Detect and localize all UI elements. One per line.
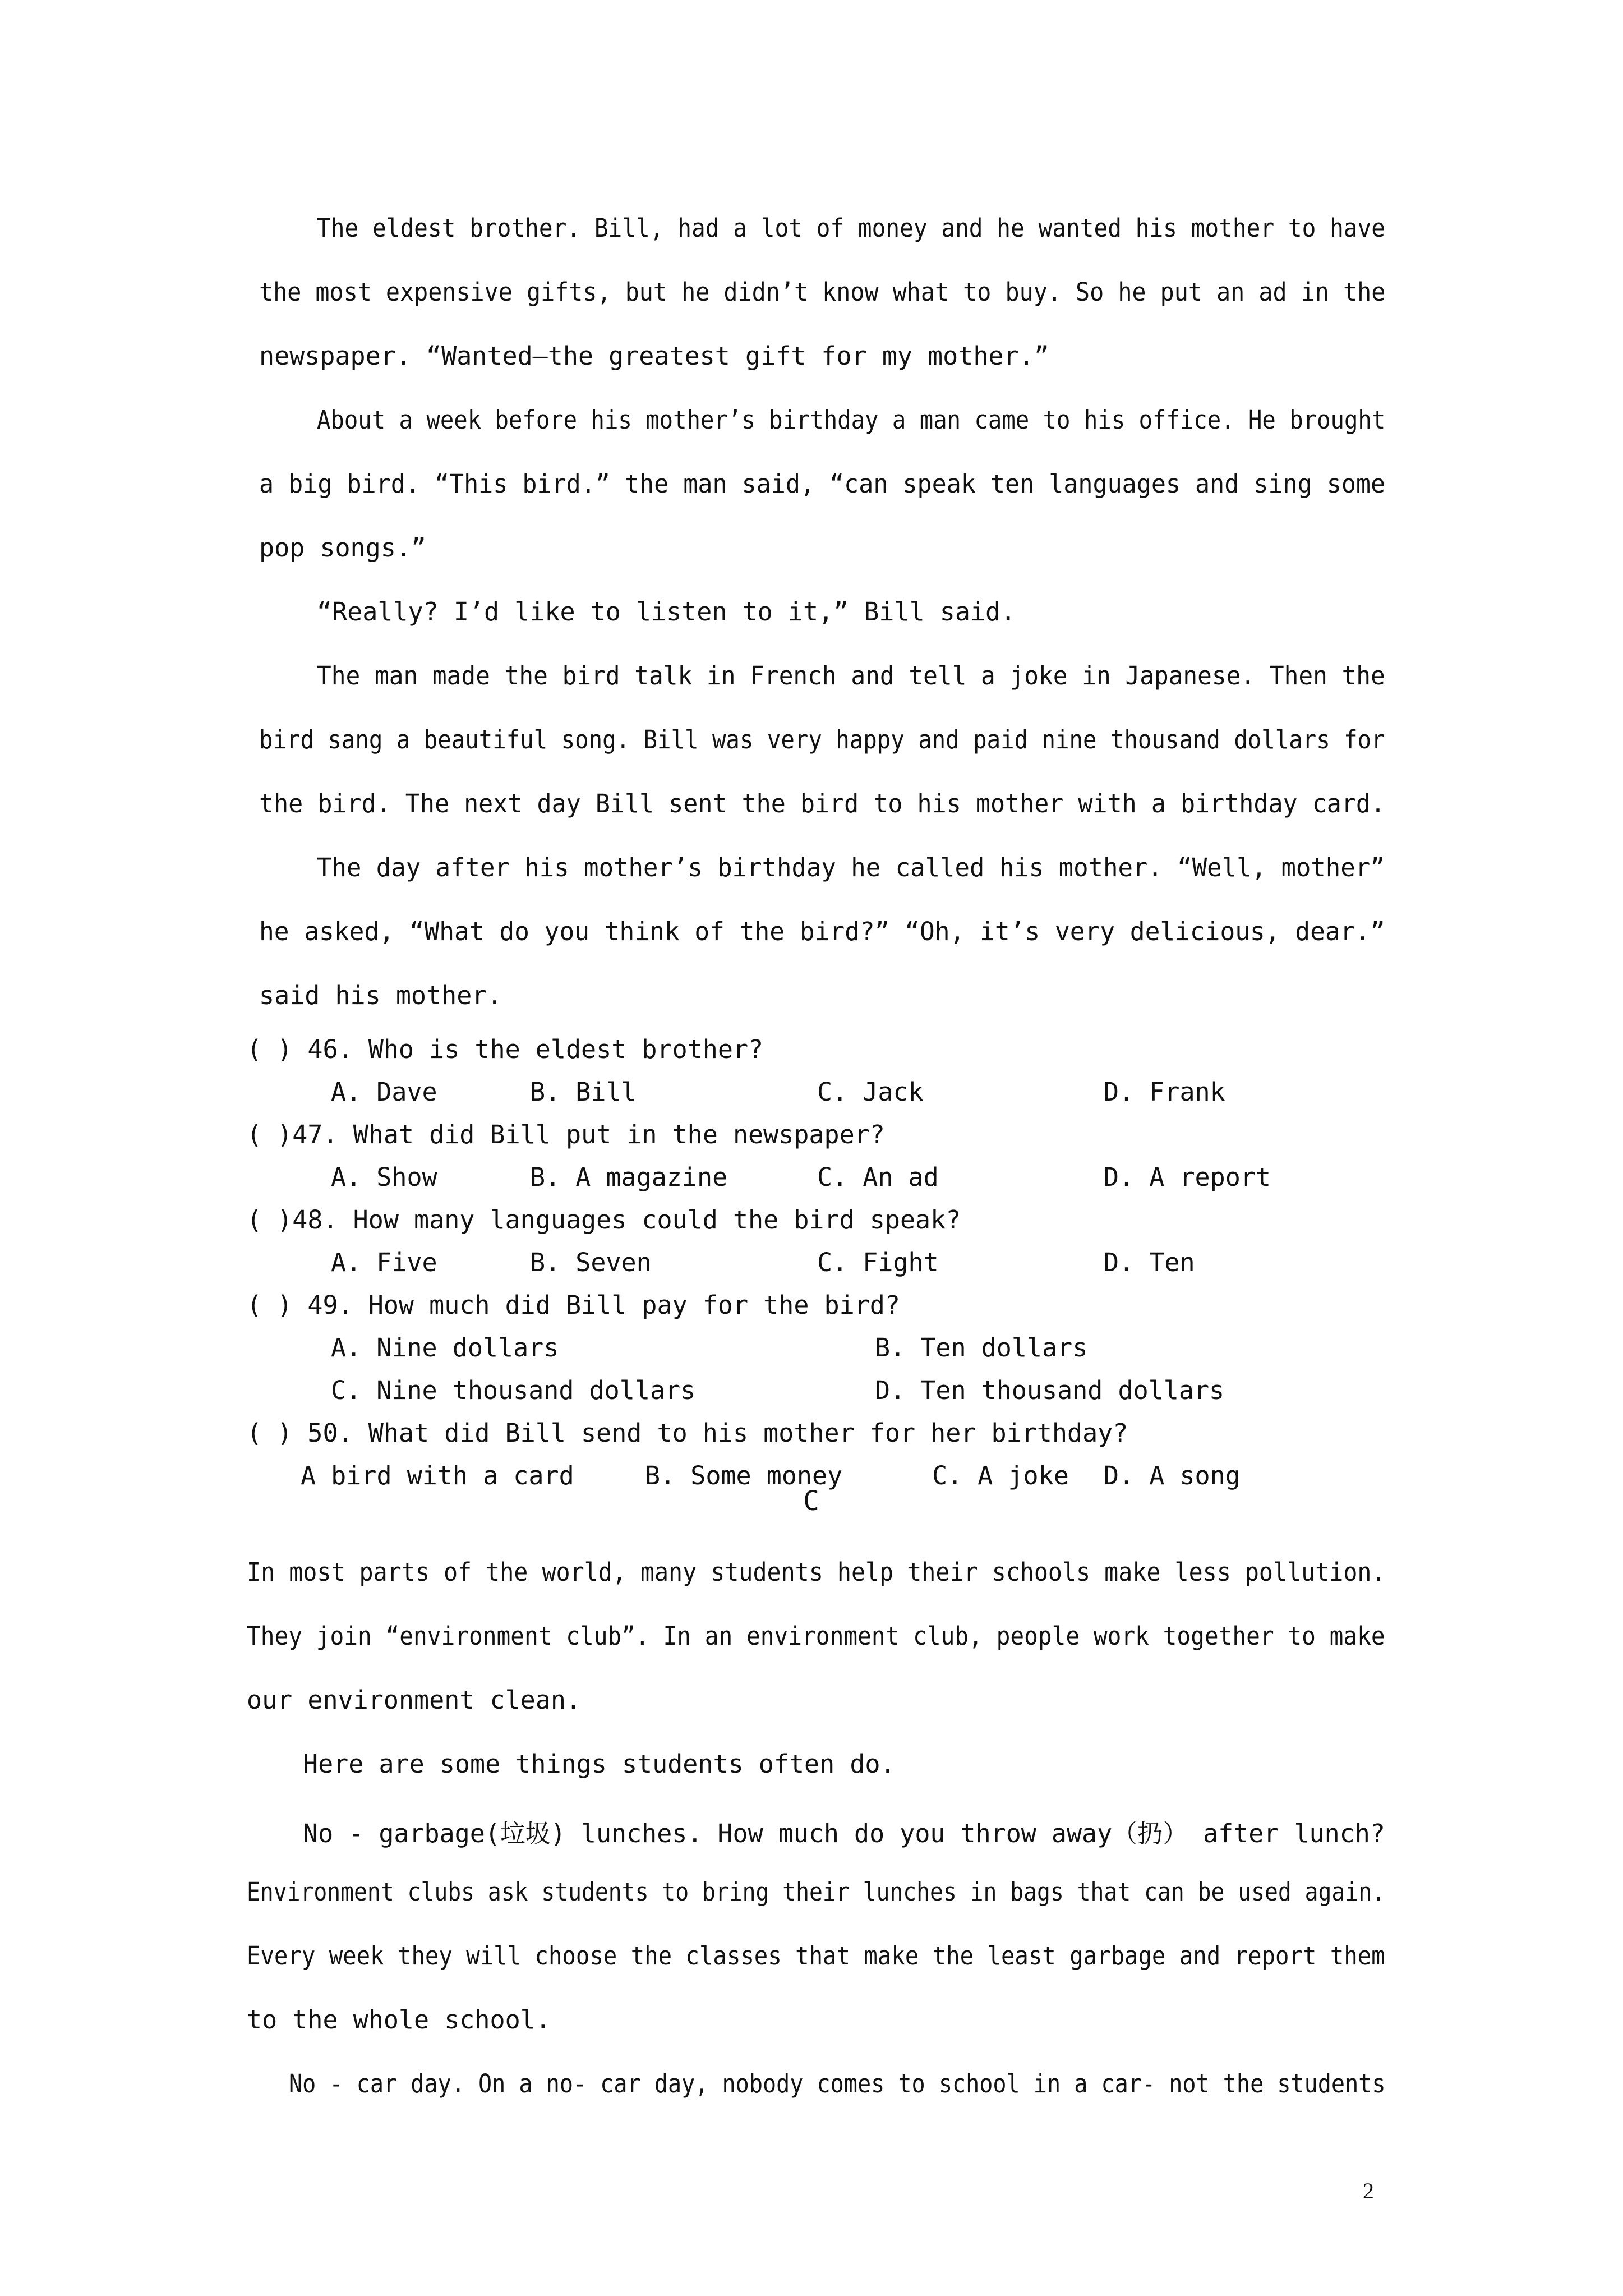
option: A. Nine dollars [331,1333,559,1363]
option: B. Some money [645,1461,843,1490]
option: C. Jack [817,1077,924,1107]
passage-c-line: No - garbage(垃圾) lunches. How much do you throw away（扔） after lunch? [303,1819,1385,1848]
option: A. Show [331,1162,437,1192]
option: B. A magazine [530,1162,728,1192]
option: B. Bill [530,1077,637,1107]
passage-c-line: No - car day. On a no- car day, nobody comes to school in a car- not the students [289,2069,1386,2099]
passage-c-line: our environment clean. [247,1685,582,1715]
passage-c-line: Environment clubs ask students to bring their lunches in bags that can be used again. [247,1877,1385,1907]
question-stem: ( ) 49. How much did Bill pay for the bird? [247,1290,900,1320]
passage-b-line: bird sang a beautiful song. Bill was very happy and paid nine thousand dollars for [259,725,1385,754]
passage-c-line: to the whole school. [247,2005,551,2035]
option: C. An ad [817,1162,939,1192]
option: D. Ten thousand dollars [875,1375,1225,1405]
option: D. A song [1104,1461,1241,1490]
page-number: 2 [1363,2178,1374,2203]
option: C. A joke [932,1461,1069,1490]
passage-b-line: he asked, “What do you think of the bird?” “Oh, it’s very delicious, dear.” [259,917,1385,946]
section-heading: C [803,1485,819,1517]
passage-b-line: said his mother. [259,981,502,1010]
passage-c-line: They join “environment club”. In an environment club, people work together to make [247,1621,1385,1651]
passage-c-line: In most parts of the world, many students help their schools make less pollution. [247,1557,1386,1587]
passage-b-line: a big bird. “This bird.” the man said, “can speak ten languages and sing some [259,469,1386,499]
question-stem: ( )48. How many languages could the bird speak? [247,1205,961,1235]
passage-b-line: The eldest brother. Bill, had a lot of money and he wanted his mother to have [317,213,1386,243]
question-stem: ( )47. What did Bill put in the newspaper? [247,1120,885,1149]
passage-b-line: About a week before his mother’s birthday a man came to his office. He brought [317,405,1386,435]
option: A. Five [331,1248,437,1277]
passage-c-line: Every week they will choose the classes that make the least garbage and report them [247,1941,1385,1971]
question-stem: ( ) 50. What did Bill send to his mother for her birthday? [247,1418,1128,1448]
option: D. Ten [1104,1248,1195,1277]
option: D. A report [1104,1162,1271,1192]
question-stem: ( ) 46. Who is the eldest brother? [247,1034,764,1064]
passage-b-line: the bird. The next day Bill sent the bird to his mother with a birthday card. [259,789,1386,818]
option: B. Seven [530,1248,652,1277]
passage-b-line: “Really? I’d like to listen to it,” Bill said. [317,597,1016,627]
option: B. Ten dollars [875,1333,1088,1363]
passage-b-line: newspaper. “Wanted—the greatest gift for my mother.” [259,341,1049,371]
passage-b-line: The man made the bird talk in French and tell a joke in Japanese. Then the [317,661,1385,691]
passage-b-line: pop songs.” [259,533,427,563]
passage-c-line: Here are some things students often do. [303,1749,896,1779]
option: C. Fight [817,1248,939,1277]
option: A bird with a card [301,1461,574,1490]
option: D. Frank [1104,1077,1225,1107]
passage-b-line: The day after his mother’s birthday he called his mother. “Well, mother” [317,853,1385,882]
option: A. Dave [331,1077,437,1107]
passage-b-line: the most expensive gifts, but he didn’t know what to buy. So he put an ad in the [259,277,1386,307]
option: C. Nine thousand dollars [331,1375,696,1405]
